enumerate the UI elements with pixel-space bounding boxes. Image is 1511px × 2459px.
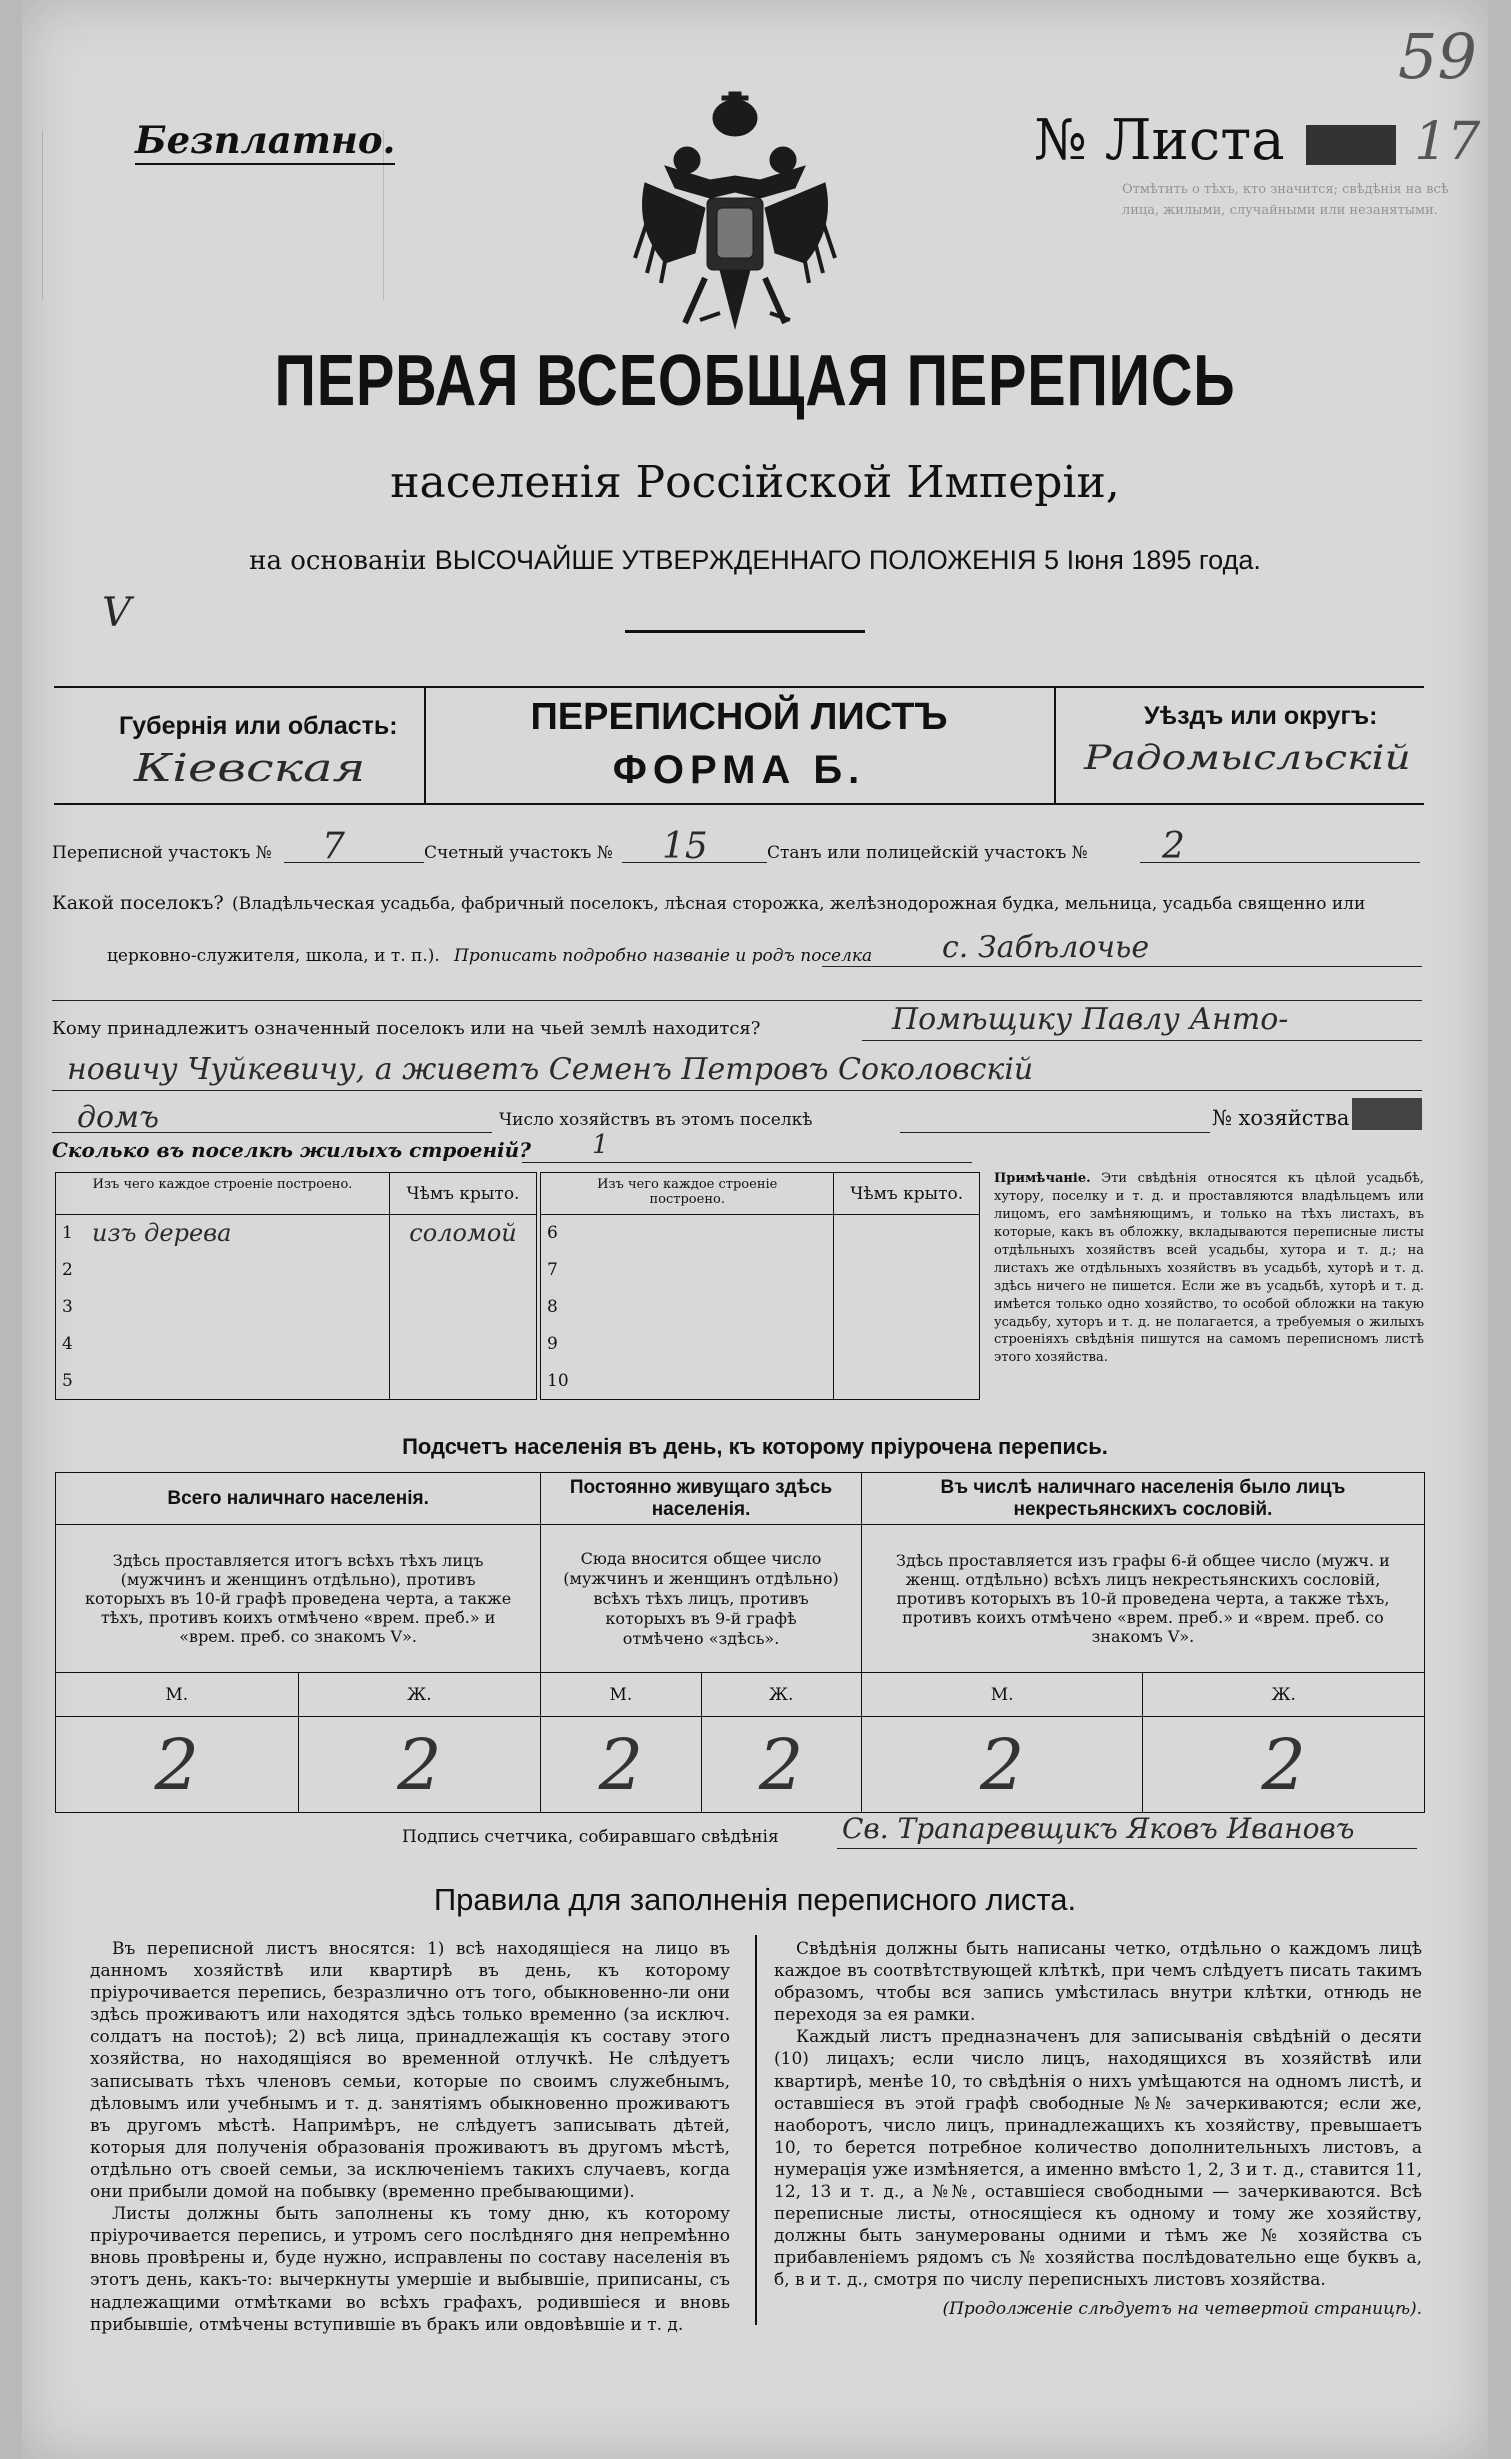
- pop-col1-text: Здѣсь проставляется итогъ всѣхъ тѣхъ лицъ (мужчинъ и женщинъ отдѣльно), противъ которыхъ въ 10-й графѣ проведена черта, а также тѣхъ, противъ коихъ отмѣчено «врем. преб.» и «врем. преб. со знакомъ V».: [56, 1525, 541, 1673]
- signature-label: Подпись счетчика, собиравшаго свѣдѣнія: [402, 1827, 779, 1847]
- owner-value-1: Помѣщику Павлу Анто-: [892, 1002, 1289, 1037]
- imperial-eagle-emblem: [625, 88, 845, 333]
- zh-label: Ж.: [701, 1673, 861, 1717]
- owner-line-2: [52, 1090, 1422, 1091]
- building-row: 10: [541, 1363, 980, 1400]
- pop-value-m2: 2: [541, 1717, 701, 1813]
- owner-value-2: новичу Чуйкевичу, а живетъ Семенъ Петровъ Соколовскій: [67, 1052, 1034, 1087]
- pop-col3-title: Въ числѣ наличнаго населенія было лицъ некрестьянскихъ сословій.: [861, 1473, 1424, 1525]
- perep-uchastok-label: Переписной участокъ №: [52, 843, 272, 863]
- stan-value: 2: [1162, 826, 1185, 867]
- pop-value-m1: 2: [56, 1717, 299, 1813]
- form-box-right-divider: [1054, 688, 1056, 803]
- title-divider: [625, 630, 865, 633]
- rules-column-divider: [755, 1935, 757, 2325]
- rules-heading: Правила для заполненія переписного листа.: [433, 1882, 1077, 1917]
- schet-uchastok-label: Счетный участокъ №: [424, 843, 613, 863]
- bg-right-text: Отмѣтить о тѣхъ, кто значится; свѣдѣнія на всѣ лица, жилыми, случайными или незанятыми.: [1122, 182, 1449, 218]
- gubernia-label: Губернія или область:: [119, 712, 398, 740]
- signature-value: Св. Трапаревщикъ Яковъ Ивановъ: [842, 1812, 1355, 1845]
- margin-check-mark: V: [102, 590, 131, 636]
- zh-label: Ж.: [1143, 1673, 1425, 1717]
- subtitle: населенія Россійской Имперіи,: [390, 457, 1120, 508]
- household-no-redaction: [1352, 1098, 1422, 1130]
- census-sheet-page: [22, 0, 1488, 2459]
- owner-line-3: [52, 1132, 492, 1133]
- perep-uchastok-value: 7: [322, 826, 345, 867]
- col-material-header: Изъ чего каждое строеніе построено.: [56, 1173, 390, 1215]
- pop-value-zh2: 2: [701, 1717, 861, 1813]
- buildings-note: Примѣчаніе. Эти свѣдѣнія относятся къ цѣлой усадьбѣ, хутору, поселку и т. д. и проставляются владѣльцемъ или лицомъ, его замѣняющимъ, и только на тѣхъ листахъ, въ которые, какъ въ обложку, вкладываются переписные листы отдѣльныхъ хозяйствъ всей усадьбы, хутора и т. д.; на листахъ же отдѣльныхъ хозяйствъ въ усадьбѣ, хуторѣ и т. д. здѣсь ничего не пишется. Если же въ усадьбѣ, хуторѣ и т. д. имѣется только одно хозяйство, то особой обложки на такую усадьбу, хуторъ и т. д. не полагается, а требуемыя о жилыхъ строеніяхъ свѣдѣнія пишутся на самомъ переписномъ листѣ этого хозяйства.: [994, 1171, 1425, 1366]
- poselok-value: с. Забѣлочье: [942, 930, 1150, 965]
- rules-left-p1: Въ переписной листъ вносятся: 1) всѣ находящіеся на лицо въ данномъ хозяйствѣ или квартирѣ въ день, къ которому пріурочивается перепись, безразлично отъ того, обыкновенно-ли они здѣсь проживаютъ или находятся здѣсь только временно (за исключ. солдатъ на постоѣ); 2) всѣ лица, принадлежащія къ составу этого хозяйства, но находящіяся во временной отлучкѣ. Не слѣдуетъ записывать тѣхъ членовъ семьи, которые по своимъ служебнымъ, дѣловымъ или учебнымъ и т. д. занятіямъ обыкновенно проживаютъ въ другомъ мѣстѣ. Напримѣръ, не слѣдуетъ записывать дѣтей, которыя для полученія образованія проживаютъ въ другомъ мѣстѣ, отдѣльно отъ своей семьи, за исключеніемъ такихъ случаевъ, когда они прибыли домой на побывку (временно пребывающими).: [90, 1939, 730, 2203]
- buildings-table-left: [55, 1172, 537, 1400]
- building-row: 6: [541, 1215, 980, 1252]
- building-row: 8: [541, 1289, 980, 1326]
- households-line: [900, 1132, 1210, 1133]
- building-row: 1 изъ дерева соломой: [56, 1215, 537, 1252]
- form-header-box: [54, 686, 1424, 805]
- schet-uchastok-value: 15: [662, 826, 708, 867]
- household-no-label: № хозяйства: [1212, 1106, 1350, 1130]
- redaction-block: [1306, 125, 1396, 165]
- poselok-line-2: [52, 1000, 1422, 1001]
- form-subtitle: ФОРМА Б.: [612, 748, 866, 792]
- rules-right-p1: Свѣдѣнія должны быть написаны четко, отдѣльно о каждомъ лицѣ каждое въ соотвѣтствующей клѣткѣ, при чемъ слѣдуетъ писать такимъ образомъ, чтобы вся запись умѣстилась внутри клѣтки, отнюдь не переходя за ея рамки.: [774, 1939, 1422, 2026]
- perep-uchastok-line: [284, 862, 424, 863]
- owner-label: Кому принадлежитъ означенный поселокъ или на чьей землѣ находится?: [52, 1018, 761, 1039]
- buildings-line: [522, 1162, 972, 1163]
- pop-col1-title: Всего наличнаго населенія.: [56, 1473, 541, 1525]
- pop-value-zh3: 2: [1143, 1717, 1425, 1813]
- building-row: 4: [56, 1326, 537, 1363]
- pop-col3-text: Здѣсь проставляется изъ графы 6-й общее число (мужч. и женщ. отдѣльно) всѣхъ лицъ некрестьянскихъ сословій, противъ которыхъ въ 10-й проведена черта, а также тѣхъ, противъ коихъ отмѣчено «врем. преб.» и «врем. преб. со знакомъ V».: [861, 1525, 1424, 1673]
- free-label: Безплатно.: [135, 118, 395, 165]
- poselok-line: [822, 966, 1422, 967]
- main-title: ПЕРВАЯ ВСЕОБЩАЯ ПЕРЕПИСЬ: [274, 341, 1236, 421]
- population-table: [55, 1472, 1425, 1813]
- building-row: 2: [56, 1252, 537, 1289]
- archive-page-number: 59: [1398, 20, 1477, 93]
- rules-left-column: [90, 1938, 730, 2336]
- pop-col2-text: Сюда вносится общее число (мужчинъ и женщинъ отдѣльно) всѣхъ тѣхъ лицъ, противъ которыхъ въ 9-й графѣ отмѣчено «здѣсь».: [541, 1525, 862, 1673]
- households-label: Число хозяйствъ въ этомъ поселкѣ: [499, 1110, 813, 1130]
- owner-line-1: [862, 1040, 1422, 1041]
- stan-label: Станъ или полицейскій участокъ №: [767, 843, 1088, 863]
- building-row: 9: [541, 1326, 980, 1363]
- rules-right-p2: Каждый листъ предназначенъ для записыванія свѣдѣній о десяти (10) лицахъ; если число лицъ, находящихся въ хозяйствѣ или квартирѣ, менѣе 10, то свѣдѣнія о нихъ умѣщаются на одномъ листѣ, и оставшіеся въ этой графѣ свободные №№ зачеркиваются; если же, наоборотъ, число лицъ, принадлежащихъ къ хозяйству, превышаетъ 10, то берется потребное количество дополнительныхъ листовъ, а нумерація уже измѣняется, а именно вмѣсто 1, 2, 3 и т. д., ставится 11, 12, 13 и т. д., а №№, оставшіеся свободными — зачеркиваются. Всѣ переписные листы, относящіеся къ одному и тому же хозяйству, должны быть занумерованы одними и тѣмъ же № хозяйства съ прибавленіемъ рядомъ съ № хозяйства послѣдовательно еще буквъ а, б, в и т. д., смотря по числу переписныхъ листовъ хозяйства.: [774, 2027, 1422, 2291]
- title-line3: на основаніи ВЫСОЧАЙШЕ УТВЕРЖДЕННАГО ПОЛОЖЕНІЯ 5 Іюня 1895 года.: [249, 545, 1261, 576]
- rules-continued: (Продолженіе слѣдуетъ на четвертой страницѣ).: [942, 2298, 1422, 2319]
- poselok-note-1: (Владѣльческая усадьба, фабричный поселокъ, лѣсная сторожка, желѣзнодорожная будка, мельница, усадьба священно или: [232, 894, 1366, 914]
- form-title: ПЕРЕПИСНОЙ ЛИСТЪ: [530, 696, 948, 738]
- building-row: 5: [56, 1363, 537, 1400]
- m-label: М.: [56, 1673, 299, 1717]
- col-roof-header-2: Чѣмъ крыто.: [834, 1173, 980, 1215]
- uezd-value: Радомысльскій: [1084, 738, 1411, 778]
- sheet-number: № Листа 17: [1034, 108, 1481, 173]
- rules-right-column: [774, 1938, 1422, 2320]
- uezd-label: Уѣздъ или округъ:: [1144, 702, 1378, 730]
- owner-value-3: домъ: [77, 1100, 159, 1135]
- poselok-note-2: церковно-служителя, школа, и т. п.).: [107, 946, 440, 966]
- pop-value-m3: 2: [861, 1717, 1143, 1813]
- population-heading: Подсчетъ населенія въ день, къ которому пріурочена перепись.: [402, 1434, 1108, 1459]
- poselok-label: Какой поселокъ?: [52, 892, 224, 914]
- buildings-label: Сколько въ поселкѣ жилыхъ строеній?: [52, 1138, 531, 1162]
- col-roof-header: Чѣмъ крыто.: [390, 1173, 537, 1215]
- building-row: 3: [56, 1289, 537, 1326]
- poselok-instr: Прописать подробно названіе и родъ поселка: [454, 946, 873, 966]
- pop-value-zh1: 2: [298, 1717, 541, 1813]
- buildings-table-right: [540, 1172, 980, 1400]
- zh-label: Ж.: [298, 1673, 541, 1717]
- rules-left-p2: Листы должны быть заполнены къ тому дню, къ которому пріурочивается перепись, и утромъ сего послѣдняго дня непремѣнно вновь провѣрены и, буде нужно, исправлены по составу населенія въ этотъ день, какъ-то: вычеркнуты умершіе и выбывшіе, приписаны, съ надлежащими отмѣтками во всѣхъ графахъ, родившіеся и вновь прибывшіе, отмѣчены вступившіе въ бракъ или овдовѣвшіе и т. д.: [90, 2204, 730, 2335]
- m-label: М.: [861, 1673, 1143, 1717]
- m-label: М.: [541, 1673, 701, 1717]
- pop-col2-title: Постоянно живущаго здѣсь населенія.: [541, 1473, 862, 1525]
- signature-line: [837, 1848, 1417, 1849]
- buildings-value: 1: [592, 1130, 609, 1160]
- building-row: 7: [541, 1252, 980, 1289]
- gubernia-value: Кіевская: [134, 746, 366, 790]
- col-material-header-2: Изъ чего каждое строеніе построено.: [541, 1173, 834, 1215]
